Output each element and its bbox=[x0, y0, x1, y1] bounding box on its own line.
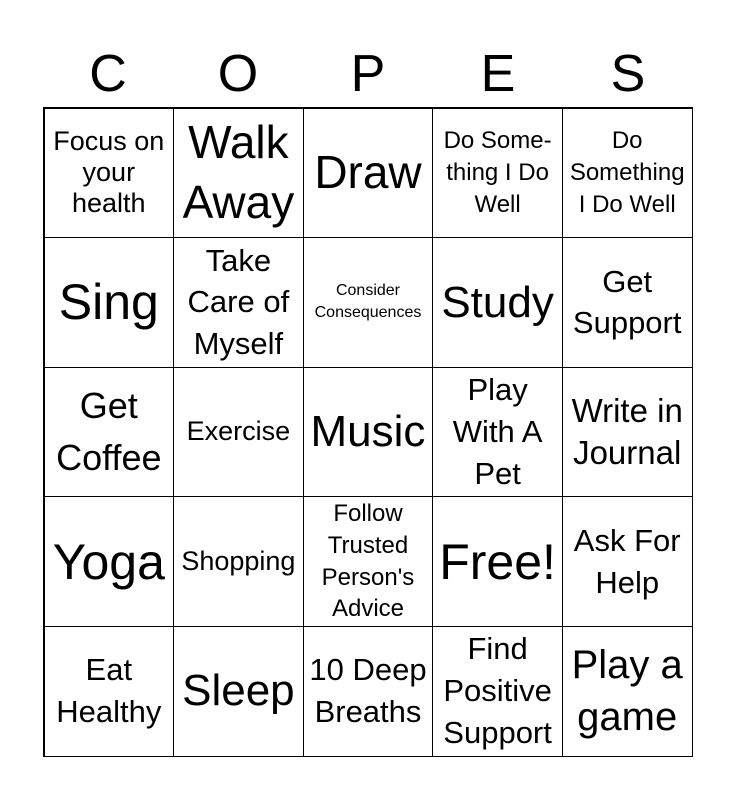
bingo-cell[interactable] bbox=[562, 237, 693, 368]
cell-label: Consider Consequences bbox=[314, 282, 422, 322]
cell-label: Do Some-thing I Do Well bbox=[443, 127, 552, 218]
cell-label: Sleep bbox=[182, 666, 295, 716]
cell-label: Get Coffee bbox=[56, 384, 162, 478]
bingo-cell[interactable] bbox=[173, 626, 304, 757]
bingo-cell[interactable] bbox=[173, 496, 304, 627]
cell-label: Find Positive Support bbox=[443, 631, 552, 751]
cell-label: Do Something I Do Well bbox=[569, 127, 685, 218]
bingo-cell[interactable] bbox=[303, 496, 434, 627]
cell-label: Walk Away bbox=[182, 116, 295, 228]
cell-label: Music bbox=[310, 407, 426, 457]
header-letter-o: O bbox=[217, 45, 259, 103]
cell-label: Draw bbox=[314, 145, 422, 198]
bingo-cell[interactable] bbox=[44, 626, 175, 757]
bingo-cell[interactable] bbox=[303, 237, 434, 368]
bingo-cell[interactable] bbox=[562, 626, 693, 757]
bingo-cell[interactable] bbox=[432, 108, 563, 239]
cell-label: Yoga bbox=[52, 533, 165, 590]
bingo-cell[interactable] bbox=[432, 367, 563, 498]
bingo-cell[interactable] bbox=[562, 496, 693, 627]
bingo-cell[interactable] bbox=[44, 367, 175, 498]
cell-label: Exercise bbox=[186, 416, 291, 447]
free-space-cell[interactable] bbox=[432, 496, 563, 627]
bingo-cell[interactable] bbox=[44, 496, 175, 627]
cell-label: Ask For Help bbox=[573, 522, 681, 600]
cell-label: Play a game bbox=[571, 643, 683, 740]
cell-label: Eat Healthy bbox=[56, 652, 162, 730]
header-letter-s: S bbox=[610, 45, 646, 103]
bingo-cell[interactable] bbox=[303, 367, 434, 498]
header-letter-p: P bbox=[350, 45, 386, 103]
bingo-board bbox=[43, 107, 693, 757]
bingo-cell[interactable] bbox=[562, 367, 693, 498]
bingo-cell[interactable] bbox=[432, 237, 563, 368]
cell-label: Shopping bbox=[181, 546, 296, 577]
cell-label: Study bbox=[441, 277, 554, 327]
bingo-cell[interactable] bbox=[562, 108, 693, 239]
cell-label: Follow Trusted Person's Advice bbox=[321, 500, 415, 623]
bingo-cell[interactable] bbox=[173, 237, 304, 368]
cell-label: 10 Deep Breaths bbox=[309, 652, 427, 730]
bingo-cell[interactable] bbox=[44, 108, 175, 239]
bingo-cell[interactable] bbox=[432, 626, 563, 757]
bingo-cell[interactable] bbox=[303, 108, 434, 239]
cell-label: Focus on your health bbox=[53, 126, 165, 219]
bingo-cell[interactable] bbox=[44, 237, 175, 368]
bingo-cell[interactable] bbox=[173, 108, 304, 239]
cell-label: Play With A Pet bbox=[452, 372, 543, 491]
header-letter-c: C bbox=[89, 45, 127, 103]
cell-label: Get Support bbox=[572, 263, 682, 341]
bingo-cell[interactable] bbox=[173, 367, 304, 498]
cell-label: Take Care of Myself bbox=[187, 242, 290, 362]
bingo-cell[interactable] bbox=[303, 626, 434, 757]
cell-label: Write in Journal bbox=[571, 391, 683, 471]
free-space-label: Free! bbox=[439, 533, 556, 590]
header-letter-e: E bbox=[480, 45, 516, 103]
cell-label: Sing bbox=[58, 274, 159, 331]
bingo-header bbox=[43, 44, 693, 104]
